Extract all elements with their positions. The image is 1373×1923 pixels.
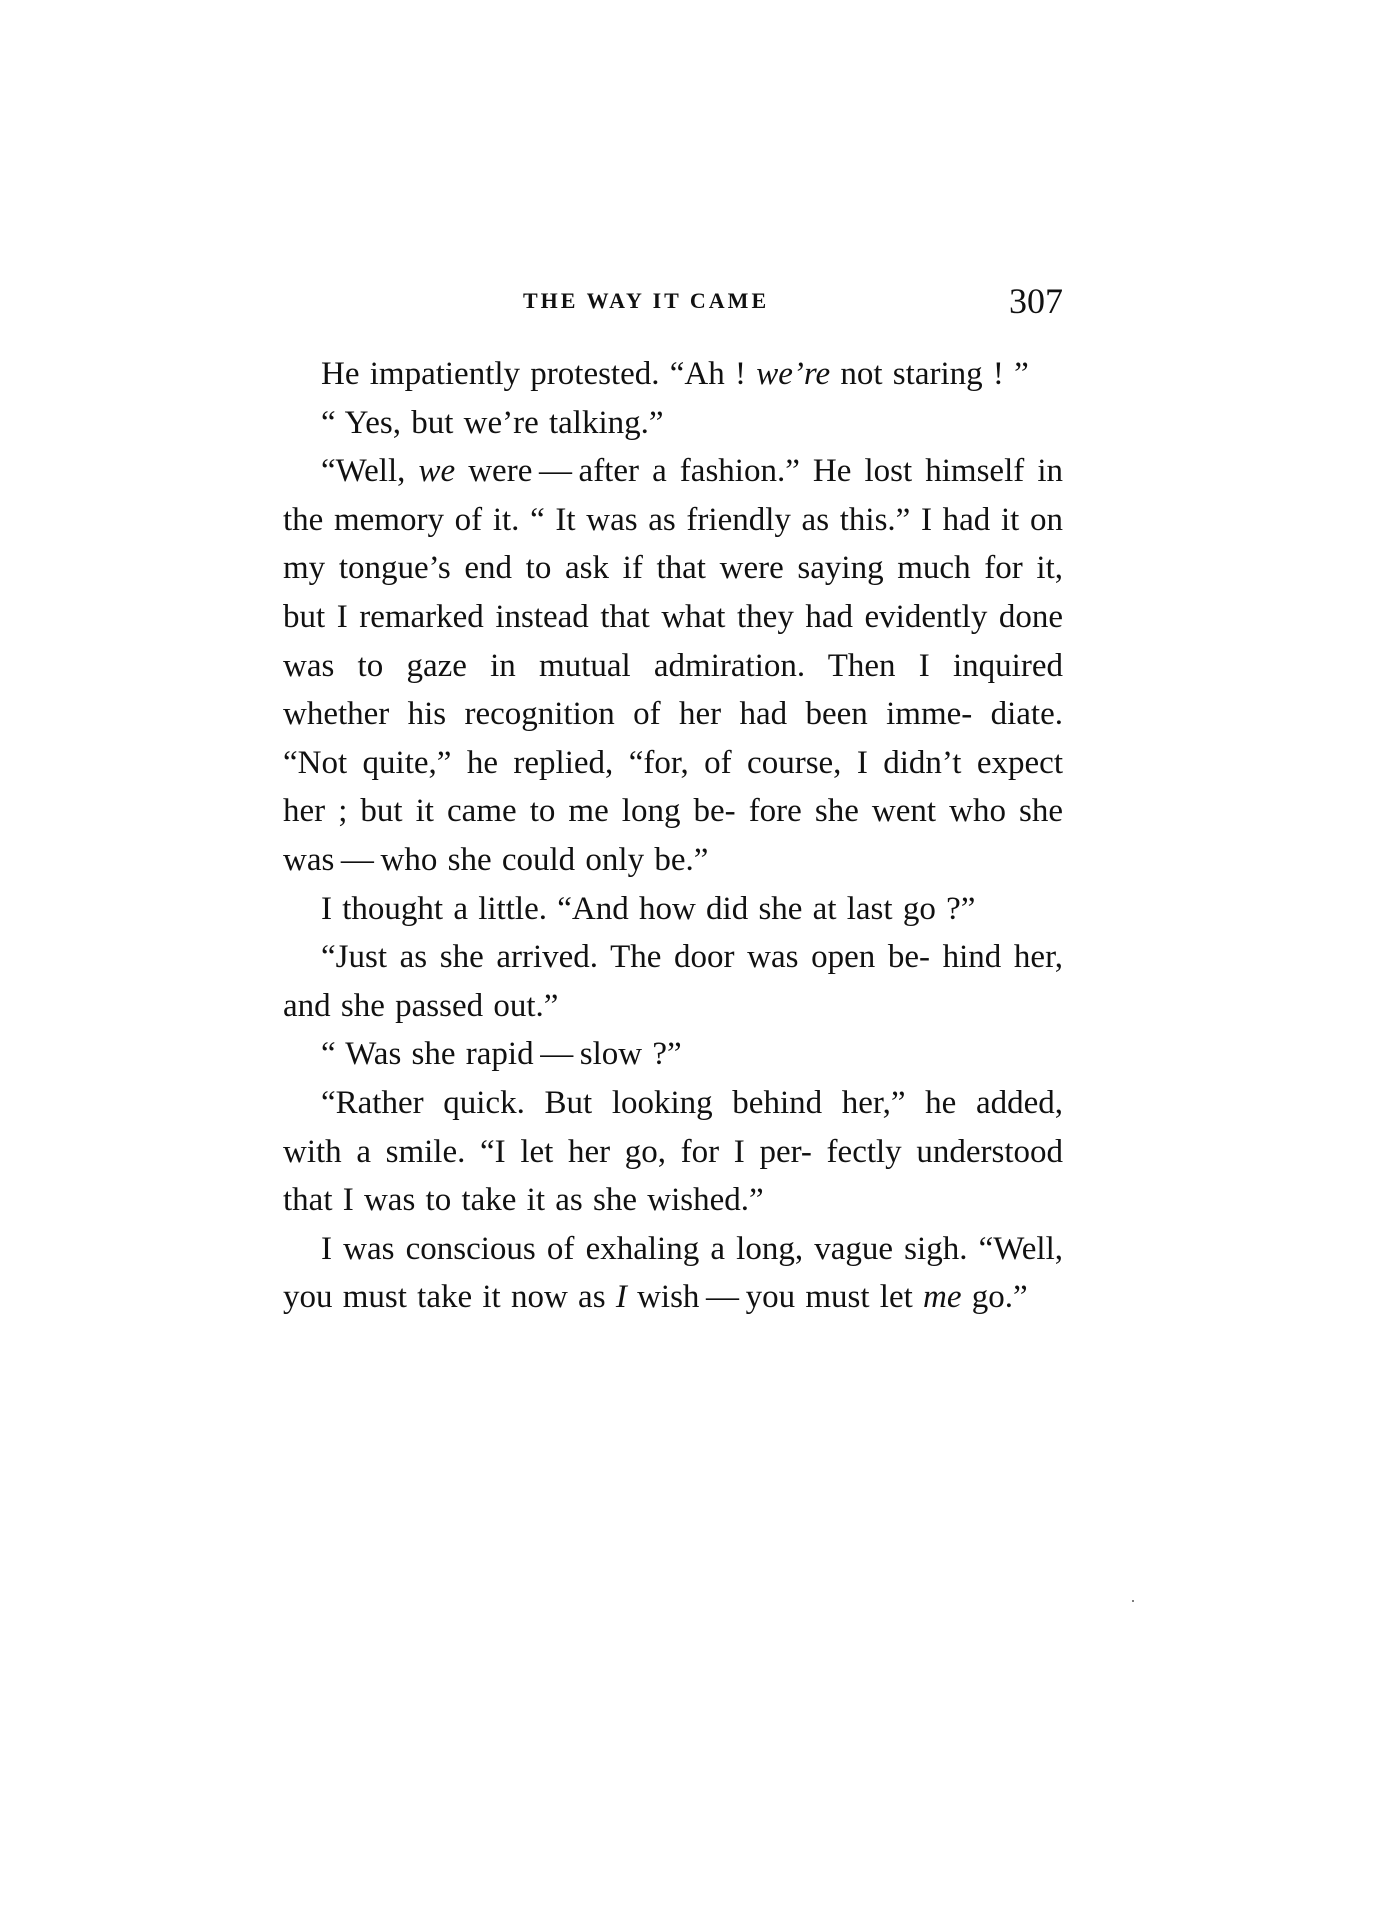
italic-run: I: [615, 1279, 627, 1316]
paragraph: [283, 1030, 1063, 1079]
text-run: not staring ! ”: [830, 356, 1029, 392]
paragraph: [283, 447, 1063, 884]
italic-run: me: [923, 1279, 962, 1316]
text-run: “ Was she rapid — slow ?”: [321, 1036, 682, 1073]
text-run: He impatiently protested. “Ah !: [321, 356, 757, 392]
text-run: wish — you must let: [626, 1279, 924, 1316]
text-run: “Just as she arrived. The door was open be- hind her, and she passed out.”: [283, 939, 1063, 1024]
italic-run: we: [418, 453, 456, 490]
text-run: go.”: [961, 1279, 1028, 1316]
text-run: I was conscious of exhaling a long, vague sigh. “Well, you must take it now as: [283, 1230, 1063, 1316]
page-number: 307: [1009, 281, 1063, 321]
text-run: were — after a fashion.” He lost himself in the memory of it. “ It was as friendly as this.” I had it on my tongue’s end to ask if that were saying much for it, but I remarked instead that what they had evidently done was to gaze in mutual admiration. Then I inquired whether his recognition of her had been imme- diate. “Not quite,” he replied, “for, of course, I didn’t expect her ; but it came to me long be- fore she went who she was — who she could only be.”: [283, 453, 1063, 878]
paragraph: [283, 1079, 1063, 1225]
running-title: THE WAY IT CAME: [523, 288, 770, 313]
italic-run: we’re: [756, 356, 831, 392]
body-text: [283, 350, 1063, 1322]
paragraph: [283, 885, 1063, 934]
text-run: I thought a little. “And how did she at last go ?”: [321, 890, 976, 927]
text-run: “ Yes, but we’re talking.”: [321, 404, 664, 441]
paragraph: [283, 399, 1063, 448]
paragraph: [283, 933, 1063, 1030]
paragraph: [283, 1225, 1063, 1322]
text-run: “Rather quick. But looking behind her,” he added, with a smile. “I let her go, for I per- fectly understood that I was to take it as she wished.”: [283, 1084, 1063, 1219]
paper-speck: [1132, 1600, 1134, 1602]
paragraph: [283, 350, 1063, 399]
text-run: “Well,: [321, 453, 419, 490]
running-head: [283, 281, 1063, 334]
